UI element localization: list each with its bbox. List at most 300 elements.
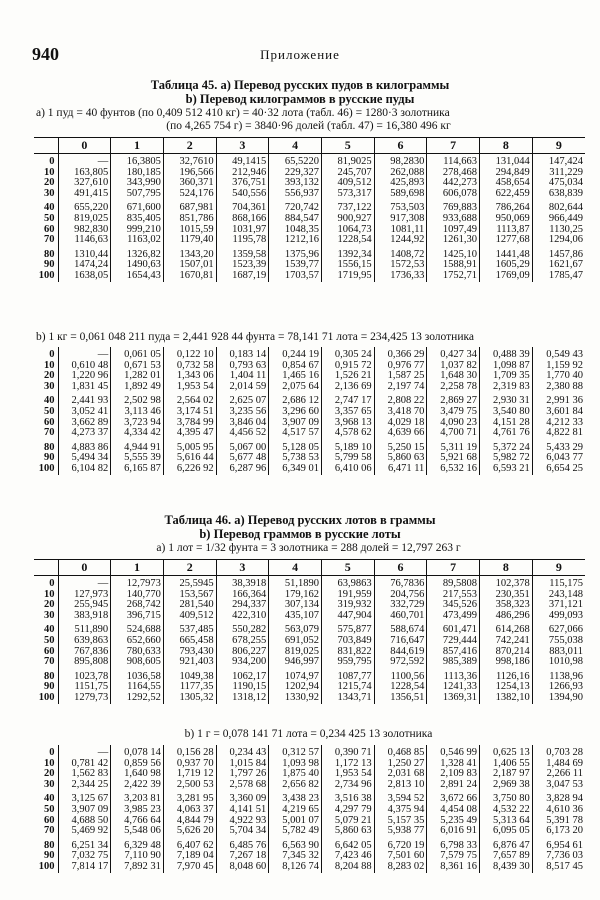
table-cell: 7,892 31 (111, 862, 164, 873)
table-cell: 883,011 (549, 646, 583, 657)
table-row (34, 621, 585, 636)
table-cell: 3,594 52 (374, 790, 427, 805)
row-label: 40 (34, 199, 58, 214)
table-cell: 49,1415 (216, 154, 269, 168)
table-cell: 6,876 47 (480, 837, 533, 852)
table-cell: 2,109 83 (427, 769, 480, 780)
column-header: 8 (480, 560, 533, 576)
table-cell: 2,991 36 (546, 395, 583, 407)
table-cell: 1146,63 (58, 235, 111, 246)
table-cell: 212,946 (216, 168, 269, 179)
table-cell: 1605,29 (480, 260, 533, 271)
table-cell: 5,067 00 (216, 439, 269, 454)
row-label: 70 (34, 235, 58, 246)
table-cell: 6,532 16 (427, 464, 480, 475)
table-cell: 655,220 (58, 199, 111, 214)
table-cell: 371,121 (548, 600, 583, 611)
table-cell: 870,214 (480, 647, 533, 658)
table-cell: 933,688 (427, 214, 480, 225)
table-row (34, 826, 585, 837)
column-header: 5 (321, 560, 374, 576)
table46-a (34, 559, 585, 704)
table-cell: 1212,16 (269, 235, 322, 246)
table-cell: 0,854 67 (269, 361, 322, 372)
table-cell: 7,189 04 (163, 851, 216, 862)
column-header: 8 (480, 138, 533, 154)
table-cell: 0,122 10 (163, 347, 216, 361)
column-header: 3 (216, 138, 269, 154)
table-cell: 1394,90 (548, 692, 583, 703)
table46-formula-b: b) 1 г = 0,078 141 71 лота = 0,234 425 13 золотника (184, 728, 433, 740)
table-cell: 5,250 15 (374, 439, 427, 454)
table-cell: 3,235 56 (216, 407, 269, 418)
table-cell: 442,273 (427, 178, 480, 189)
table-cell: 0,859 56 (111, 759, 164, 770)
table-cell: 1,875 40 (269, 769, 322, 780)
table-cell: 614,268 (480, 621, 533, 636)
row-label: 20 (34, 178, 58, 189)
table-cell: 3,601 84 (546, 406, 583, 417)
table-row (34, 590, 585, 601)
table-cell: 6,095 05 (480, 826, 533, 837)
table-row (34, 668, 585, 683)
table-cell: 3,418 70 (374, 407, 427, 418)
table-cell: 3,907 09 (58, 805, 111, 816)
table-row (34, 851, 585, 862)
column-header (34, 138, 58, 154)
table-cell: 1,648 30 (427, 371, 480, 382)
table-cell: 0,610 48 (58, 361, 111, 372)
table-cell: 1195,78 (216, 235, 269, 246)
table-row (34, 600, 585, 611)
table-cell: 1036,58 (111, 668, 164, 683)
table-cell: 1113,36 (427, 668, 480, 683)
row-label: 100 (34, 464, 58, 475)
table-cell: 1,343 06 (163, 371, 216, 382)
row-label: 50 (34, 214, 58, 225)
table-cell: 1425,10 (427, 246, 480, 261)
table-cell: 1539,77 (269, 260, 322, 271)
table-cell: 0,312 57 (269, 745, 322, 759)
table-cell: 1113,87 (480, 225, 533, 236)
table-cell: 1279,73 (58, 693, 111, 704)
table-cell: 1010,98 (548, 657, 583, 668)
table-cell: 230,351 (480, 590, 533, 601)
table-cell: 671,600 (111, 199, 164, 214)
row-label: 80 (34, 837, 58, 852)
table-cell: 1,093 98 (269, 759, 322, 770)
table-cell: 1097,49 (427, 225, 480, 236)
table-cell: 179,162 (269, 590, 322, 601)
table-cell: 360,371 (163, 178, 216, 189)
table-cell: 982,830 (58, 225, 111, 236)
table-cell: 720,742 (269, 199, 322, 214)
table-cell: 1190,15 (216, 682, 269, 693)
table-cell: 5,313 64 (480, 816, 533, 827)
table-cell: 793,430 (163, 647, 216, 658)
table-cell: 32,7610 (163, 154, 216, 168)
table-cell: 3,296 60 (269, 407, 322, 418)
table-cell: 1,098 87 (480, 361, 533, 372)
table-cell: 665,458 (163, 636, 216, 647)
table-cell: 5,921 68 (427, 453, 480, 464)
table-cell: 1441,48 (480, 246, 533, 261)
table-cell: 0,156 28 (163, 745, 216, 759)
table-cell: 76,7836 (374, 576, 427, 590)
table-cell: 196,566 (163, 168, 216, 179)
table-cell: 1202,94 (269, 682, 322, 693)
table-cell: 1,831 45 (58, 382, 111, 393)
table-cell: 601,471 (427, 621, 480, 636)
table-cell: 6,471 11 (374, 464, 427, 475)
row-label: 10 (34, 759, 58, 770)
table-cell: 2,891 24 (427, 780, 480, 791)
table-cell: 422,310 (216, 611, 269, 622)
table-cell: 2,813 10 (374, 780, 427, 791)
table-cell: 0,366 29 (374, 347, 427, 361)
table-cell: 1244,92 (374, 235, 427, 246)
table-cell: 1,465 16 (269, 371, 322, 382)
table-cell: 1261,30 (427, 235, 480, 246)
table-cell: 802,644 (548, 202, 583, 214)
table-cell: 1382,10 (480, 693, 533, 704)
column-header: 4 (269, 560, 322, 576)
table-cell: 4,822 81 (546, 428, 583, 439)
table-cell: 191,959 (321, 590, 374, 601)
table-cell: 6,954 61 (546, 839, 583, 851)
table-cell: 511,890 (58, 621, 111, 636)
table-cell: 4,395 47 (163, 428, 216, 439)
table-cell: 2,686 12 (269, 392, 322, 407)
table-cell: 755,038 (548, 635, 583, 646)
table-cell: 1228,54 (321, 235, 374, 246)
table-cell: 2,441 93 (58, 392, 111, 407)
row-label: 80 (34, 246, 58, 261)
table-cell: 1,640 98 (111, 769, 164, 780)
table-cell: 884,547 (269, 214, 322, 225)
table-cell: 1,159 92 (546, 360, 583, 371)
table-cell: 4,844 79 (163, 816, 216, 827)
row-label: 0 (34, 154, 58, 168)
table-cell: 8,439 30 (480, 862, 533, 873)
table-cell: 4,090 23 (427, 418, 480, 429)
table-cell: 166,364 (216, 590, 269, 601)
table-cell: 1151,75 (58, 682, 111, 693)
row-label: 90 (34, 851, 58, 862)
table-cell: 1,797 26 (216, 769, 269, 780)
table-cell: 985,389 (427, 657, 480, 668)
table-cell: 1,328 41 (427, 759, 480, 770)
table-cell: 425,893 (374, 178, 427, 189)
table-cell: 383,918 (58, 611, 111, 622)
table-cell: 281,540 (163, 600, 216, 611)
table-cell: 6,720 19 (374, 837, 427, 852)
table-cell: 1,562 83 (58, 769, 111, 780)
table-cell: 589,698 (374, 189, 427, 200)
row-label: 50 (34, 636, 58, 647)
table-cell: 0,781 42 (58, 759, 111, 770)
table-row (34, 862, 585, 873)
column-header: 6 (374, 138, 427, 154)
table-cell: 0,732 58 (163, 361, 216, 372)
table-cell: 3,846 04 (216, 418, 269, 429)
row-label: 100 (34, 271, 58, 282)
table-cell: 3,360 09 (216, 790, 269, 805)
table-cell: 0,549 43 (546, 349, 583, 360)
table-cell: 376,751 (216, 178, 269, 189)
table-cell: 831,822 (321, 647, 374, 658)
table-cell: 2,075 64 (269, 382, 322, 393)
table-cell: 396,715 (111, 611, 164, 622)
table-cell: 475,034 (548, 178, 583, 189)
table-cell: 1359,58 (216, 246, 269, 261)
table-cell: 460,701 (374, 611, 427, 622)
table-cell: 131,044 (480, 154, 533, 168)
row-label: 90 (34, 682, 58, 693)
table-cell: 6,251 34 (58, 837, 111, 852)
table-cell: 2,266 11 (546, 769, 583, 780)
table-cell: 262,088 (374, 168, 427, 179)
table46-title-b: b) Перевод граммов в русские лоты (199, 527, 401, 541)
table-row (34, 225, 585, 236)
table-cell: 524,688 (111, 621, 164, 636)
table-cell: 1408,72 (374, 246, 427, 261)
table-cell: 147,424 (548, 156, 583, 167)
table-cell: 115,175 (549, 578, 583, 589)
table-cell: 4,922 93 (216, 816, 269, 827)
table-cell: 0,244 19 (269, 347, 322, 361)
table-cell: 5,782 49 (269, 826, 322, 837)
table-cell: 1670,81 (163, 271, 216, 282)
table-cell: 1081,11 (374, 225, 427, 236)
table-cell: 851,786 (163, 214, 216, 225)
table-cell: 409,512 (321, 178, 374, 189)
table-cell: 8,361 16 (427, 862, 480, 873)
table-cell: 4,639 66 (374, 428, 427, 439)
table-cell: 1,892 49 (111, 382, 164, 393)
row-label: 10 (34, 361, 58, 372)
column-header (34, 560, 58, 576)
table-cell: 1,484 69 (546, 758, 583, 769)
table-cell: 294,849 (480, 168, 533, 179)
table-cell: 6,043 77 (546, 453, 583, 464)
table-cell: 2,500 53 (163, 780, 216, 791)
table-cell: 1138,96 (549, 670, 583, 682)
table-cell: 1621,67 (548, 260, 583, 271)
row-label: 30 (34, 189, 58, 200)
table-cell: 3,750 80 (480, 790, 533, 805)
table45-formula-b: b) 1 кг = 0,061 048 211 пуда = 2,441 928 44 фунта = 78,141 71 лота = 234,425 13 золотника (36, 331, 474, 343)
table45-title-b: b) Перевод килограммов в русские пуды (185, 92, 415, 106)
table-cell: 786,264 (480, 199, 533, 214)
table-cell: 1,220 96 (58, 371, 111, 382)
table-cell: 0,078 14 (111, 745, 164, 759)
table-cell: 1654,43 (111, 271, 164, 282)
table-cell: 540,556 (216, 189, 269, 200)
table-cell: 4,375 94 (374, 805, 427, 816)
table-cell: 0,625 13 (480, 745, 533, 759)
table-row (34, 636, 585, 647)
table-cell: 5,001 07 (269, 816, 322, 827)
table45-formula-a-line1: a) 1 пуд = 40 фунтов (по 0,409 512 410 кг) = 40·32 лота (табл. 46) = 1280·3 золотника (36, 107, 450, 119)
table-cell: 5,391 78 (546, 815, 583, 826)
table-cell: 5,433 29 (546, 441, 583, 453)
table-cell: 844,619 (374, 647, 427, 658)
table-cell: 1343,20 (163, 246, 216, 261)
table-cell: 0,546 99 (427, 745, 480, 759)
table-cell: 7,423 46 (321, 851, 374, 862)
table-cell: 1087,77 (321, 668, 374, 683)
table-cell: 12,7973 (111, 576, 164, 590)
table-cell: 255,945 (58, 600, 111, 611)
table-cell: 1294,06 (548, 235, 583, 246)
table-cell: 0,976 77 (374, 361, 427, 372)
table-cell: 4,334 42 (111, 428, 164, 439)
table-cell: 4,151 28 (480, 418, 533, 429)
table-cell: 5,157 35 (374, 816, 427, 827)
table-row (34, 576, 585, 590)
table-cell: 895,808 (58, 657, 111, 668)
table-cell: 1163,02 (111, 235, 164, 246)
table-cell: 153,567 (163, 590, 216, 601)
table-cell: 1,770 40 (546, 371, 583, 382)
table-cell: 2,969 38 (480, 780, 533, 791)
table-cell: 5,128 05 (269, 439, 322, 454)
header-row (34, 560, 585, 576)
table45-a (34, 137, 585, 282)
table-cell: 63,9863 (321, 576, 374, 590)
table-cell: 639,863 (58, 636, 111, 647)
page-number: 940 (32, 44, 59, 64)
table-cell: 0,061 05 (111, 347, 164, 361)
table-cell: 98,2830 (374, 154, 427, 168)
table-cell: 458,654 (480, 178, 533, 189)
table-cell: 550,282 (216, 621, 269, 636)
row-label: 0 (34, 576, 58, 590)
table-cell: 1752,71 (427, 271, 480, 282)
table-cell: 1588,91 (427, 260, 480, 271)
table-row (34, 371, 585, 382)
table-cell: 806,227 (216, 647, 269, 658)
table-cell: 0,915 72 (321, 361, 374, 372)
table-cell: — (58, 154, 111, 168)
table-cell: 102,378 (480, 576, 533, 590)
table-cell: 769,883 (427, 199, 480, 214)
table-cell: 921,403 (163, 657, 216, 668)
table-cell: 2,197 74 (374, 382, 427, 393)
table-cell: 2,344 25 (58, 780, 111, 791)
table-cell: 1326,82 (111, 246, 164, 261)
table-cell: 2,747 17 (321, 392, 374, 407)
table-cell: 638,839 (548, 188, 583, 199)
table-cell: 3,113 46 (111, 407, 164, 418)
table-cell: 1330,92 (269, 693, 322, 704)
table-row (34, 199, 585, 214)
table-cell: 573,317 (321, 189, 374, 200)
table-row (34, 769, 585, 780)
table-cell: 2,136 69 (321, 382, 374, 393)
table-cell: 1490,63 (111, 260, 164, 271)
table-cell: 1023,78 (58, 668, 111, 683)
table-row (34, 837, 585, 852)
table-cell: 2,578 68 (216, 780, 269, 791)
table-cell: 1572,53 (374, 260, 427, 271)
table-cell: 7,579 75 (427, 851, 480, 862)
table-cell: 243,148 (548, 589, 583, 600)
table-cell: 7,032 75 (58, 851, 111, 862)
row-label: 40 (34, 621, 58, 636)
table-cell: 5,626 20 (163, 826, 216, 837)
table-cell: 5,235 49 (427, 816, 480, 827)
row-label: 20 (34, 769, 58, 780)
table-cell: 1292,52 (111, 693, 164, 704)
table-row (34, 382, 585, 393)
table-cell: 8,517 45 (546, 861, 583, 872)
table-row (34, 780, 585, 791)
table-cell: 1074,97 (269, 668, 322, 683)
table-cell: 1048,35 (269, 225, 322, 236)
table-cell: 8,048 60 (216, 862, 269, 873)
table-cell: 6,287 96 (216, 464, 269, 475)
table-cell: 217,553 (427, 590, 480, 601)
table-cell: 3,203 81 (111, 790, 164, 805)
table-cell: 5,860 63 (321, 826, 374, 837)
table-cell: 1,953 54 (163, 382, 216, 393)
table-cell: 1177,35 (163, 682, 216, 693)
row-label: 100 (34, 862, 58, 873)
table-cell: 1507,01 (163, 260, 216, 271)
row-label: 70 (34, 428, 58, 439)
table-cell: 959,795 (321, 657, 374, 668)
table-cell: 5,616 44 (163, 453, 216, 464)
table-cell: 687,981 (163, 199, 216, 214)
table-cell: 917,308 (374, 214, 427, 225)
table-cell: 524,176 (163, 189, 216, 200)
table-cell: 0,390 71 (321, 745, 374, 759)
table-cell: 998,186 (480, 657, 533, 668)
table-cell: 1369,31 (427, 693, 480, 704)
row-label: 50 (34, 407, 58, 418)
column-header: 3 (216, 560, 269, 576)
table-cell: 4,454 08 (427, 805, 480, 816)
table-cell: 819,025 (269, 647, 322, 658)
table-cell: 2,380 88 (546, 381, 583, 392)
table-cell: 3,516 38 (321, 790, 374, 805)
table-cell: 1474,24 (58, 260, 111, 271)
table-cell: 25,5945 (163, 576, 216, 590)
table-cell: 51,1890 (269, 576, 322, 590)
table-row (34, 682, 585, 693)
table-cell: 5,860 63 (374, 453, 427, 464)
table-cell: 753,503 (374, 199, 427, 214)
table-cell: 1179,40 (163, 235, 216, 246)
table-cell: 0,183 14 (216, 347, 269, 361)
table-row (34, 657, 585, 668)
table-cell: 204,756 (374, 590, 427, 601)
table-cell: 4,761 76 (480, 428, 533, 439)
table-cell: 5,311 19 (427, 439, 480, 454)
table-cell: 857,416 (427, 647, 480, 658)
table-cell: 1031,97 (216, 225, 269, 236)
table-cell: 678,255 (216, 636, 269, 647)
table-cell: 473,499 (427, 611, 480, 622)
table-cell: 5,548 06 (111, 826, 164, 837)
table-cell: 5,079 21 (321, 816, 374, 827)
table-cell: 946,997 (269, 657, 322, 668)
table-cell: 5,938 77 (374, 826, 427, 837)
table-cell: 1,404 11 (216, 371, 269, 382)
row-label: 60 (34, 647, 58, 658)
